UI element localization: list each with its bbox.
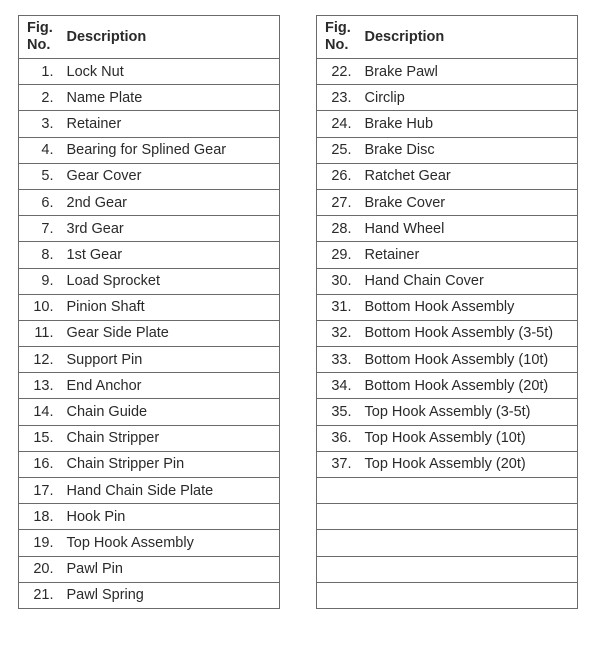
fig-number-cell: 36.: [317, 425, 355, 451]
description-cell: Brake Cover: [355, 189, 578, 215]
fig-number-cell: 7.: [19, 216, 57, 242]
fig-number-cell: 30.: [317, 268, 355, 294]
description-cell: Bottom Hook Assembly: [355, 294, 578, 320]
description-cell: 1st Gear: [57, 242, 280, 268]
table-row: [19, 85, 280, 111]
description-cell: Ratchet Gear: [355, 163, 578, 189]
fig-number-cell: [317, 478, 355, 504]
fig-number-cell: 32.: [317, 320, 355, 346]
table-row: [19, 189, 280, 215]
fig-header-line2: No.: [27, 37, 51, 53]
table-row: [317, 216, 578, 242]
table-row: [317, 530, 578, 556]
table-row: [317, 111, 578, 137]
description-cell: Load Sprocket: [57, 268, 280, 294]
fig-header-line2: No.: [325, 37, 349, 53]
description-cell: Chain Guide: [57, 399, 280, 425]
fig-number-cell: [317, 504, 355, 530]
table-header-row: [317, 16, 578, 59]
description-cell: [355, 478, 578, 504]
table-row: [317, 85, 578, 111]
table-row: [19, 111, 280, 137]
description-cell: Chain Stripper: [57, 425, 280, 451]
description-cell: Lock Nut: [57, 59, 280, 85]
fig-number-cell: [317, 556, 355, 582]
table-row: [317, 373, 578, 399]
description-cell: Retainer: [57, 111, 280, 137]
description-cell: Bottom Hook Assembly (3-5t): [355, 320, 578, 346]
description-cell: End Anchor: [57, 373, 280, 399]
description-cell: Circlip: [355, 85, 578, 111]
description-cell: Bottom Hook Assembly (10t): [355, 347, 578, 373]
table-row: [19, 216, 280, 242]
description-cell: Hand Chain Cover: [355, 268, 578, 294]
table-row: [317, 504, 578, 530]
description-cell: Top Hook Assembly: [57, 530, 280, 556]
fig-number-cell: 5.: [19, 163, 57, 189]
fig-number-cell: 33.: [317, 347, 355, 373]
fig-number-cell: [317, 582, 355, 608]
fig-number-cell: 14.: [19, 399, 57, 425]
description-cell: Bottom Hook Assembly (20t): [355, 373, 578, 399]
fig-number-cell: 17.: [19, 478, 57, 504]
description-cell: Brake Pawl: [355, 59, 578, 85]
description-cell: Top Hook Assembly (3-5t): [355, 399, 578, 425]
table-row: [19, 294, 280, 320]
table-row: [317, 242, 578, 268]
fig-number-cell: 35.: [317, 399, 355, 425]
fig-number-cell: 2.: [19, 85, 57, 111]
fig-number-cell: 31.: [317, 294, 355, 320]
table-row: [19, 163, 280, 189]
fig-number-cell: 25.: [317, 137, 355, 163]
table-row: [19, 320, 280, 346]
description-cell: Hook Pin: [57, 504, 280, 530]
description-header: Description: [57, 16, 280, 59]
fig-number-cell: 19.: [19, 530, 57, 556]
table-row: [317, 478, 578, 504]
fig-number-cell: 28.: [317, 216, 355, 242]
description-cell: Brake Hub: [355, 111, 578, 137]
table-row: [317, 189, 578, 215]
fig-number-cell: 37.: [317, 451, 355, 477]
fig-number-cell: 15.: [19, 425, 57, 451]
description-cell: Bearing for Splined Gear: [57, 137, 280, 163]
fig-number-cell: 12.: [19, 347, 57, 373]
table-row: [317, 582, 578, 608]
parts-table-right: [316, 15, 578, 609]
description-cell: [355, 556, 578, 582]
description-header: Description: [355, 16, 578, 59]
table-row: [317, 294, 578, 320]
fig-header-line1: Fig.: [27, 20, 53, 36]
description-cell: Name Plate: [57, 85, 280, 111]
table-row: [19, 556, 280, 582]
table-row: [317, 137, 578, 163]
fig-no-header: [19, 16, 57, 59]
fig-number-cell: 4.: [19, 137, 57, 163]
description-cell: 2nd Gear: [57, 189, 280, 215]
fig-number-cell: 26.: [317, 163, 355, 189]
fig-number-cell: 3.: [19, 111, 57, 137]
table-row: [317, 268, 578, 294]
description-cell: Gear Cover: [57, 163, 280, 189]
description-cell: Pawl Pin: [57, 556, 280, 582]
fig-number-cell: 13.: [19, 373, 57, 399]
description-cell: 3rd Gear: [57, 216, 280, 242]
description-cell: Top Hook Assembly (20t): [355, 451, 578, 477]
description-cell: Support Pin: [57, 347, 280, 373]
table-row: [19, 268, 280, 294]
table-row: [19, 399, 280, 425]
table-row: [19, 242, 280, 268]
description-cell: Pawl Spring: [57, 582, 280, 608]
description-cell: Gear Side Plate: [57, 320, 280, 346]
table-row: [19, 425, 280, 451]
fig-number-cell: 34.: [317, 373, 355, 399]
table-row: [19, 478, 280, 504]
table-header-row: [19, 16, 280, 59]
fig-number-cell: 24.: [317, 111, 355, 137]
table-row: [317, 320, 578, 346]
table-row: [317, 399, 578, 425]
table-row: [19, 59, 280, 85]
table-row: [19, 504, 280, 530]
table-row: [317, 59, 578, 85]
fig-header-line1: Fig.: [325, 20, 351, 36]
description-cell: Retainer: [355, 242, 578, 268]
table-row: [19, 347, 280, 373]
description-cell: Hand Wheel: [355, 216, 578, 242]
description-cell: [355, 504, 578, 530]
description-cell: [355, 582, 578, 608]
fig-number-cell: 6.: [19, 189, 57, 215]
fig-number-cell: 22.: [317, 59, 355, 85]
fig-number-cell: 21.: [19, 582, 57, 608]
table-row: [317, 347, 578, 373]
description-cell: Chain Stripper Pin: [57, 451, 280, 477]
fig-number-cell: 18.: [19, 504, 57, 530]
fig-number-cell: [317, 530, 355, 556]
description-cell: Top Hook Assembly (10t): [355, 425, 578, 451]
table-row: [19, 451, 280, 477]
table-row: [19, 137, 280, 163]
fig-number-cell: 9.: [19, 268, 57, 294]
table-row: [317, 451, 578, 477]
fig-number-cell: 11.: [19, 320, 57, 346]
description-cell: [355, 530, 578, 556]
table-row: [19, 582, 280, 608]
fig-number-cell: 20.: [19, 556, 57, 582]
fig-number-cell: 29.: [317, 242, 355, 268]
fig-number-cell: 16.: [19, 451, 57, 477]
description-cell: Pinion Shaft: [57, 294, 280, 320]
table-row: [317, 163, 578, 189]
fig-number-cell: 8.: [19, 242, 57, 268]
table-row: [317, 556, 578, 582]
fig-number-cell: 1.: [19, 59, 57, 85]
fig-number-cell: 10.: [19, 294, 57, 320]
fig-number-cell: 27.: [317, 189, 355, 215]
fig-number-cell: 23.: [317, 85, 355, 111]
parts-table-left: [18, 15, 280, 609]
table-row: [317, 425, 578, 451]
description-cell: Hand Chain Side Plate: [57, 478, 280, 504]
table-row: [19, 530, 280, 556]
description-cell: Brake Disc: [355, 137, 578, 163]
fig-no-header: [317, 16, 355, 59]
table-row: [19, 373, 280, 399]
